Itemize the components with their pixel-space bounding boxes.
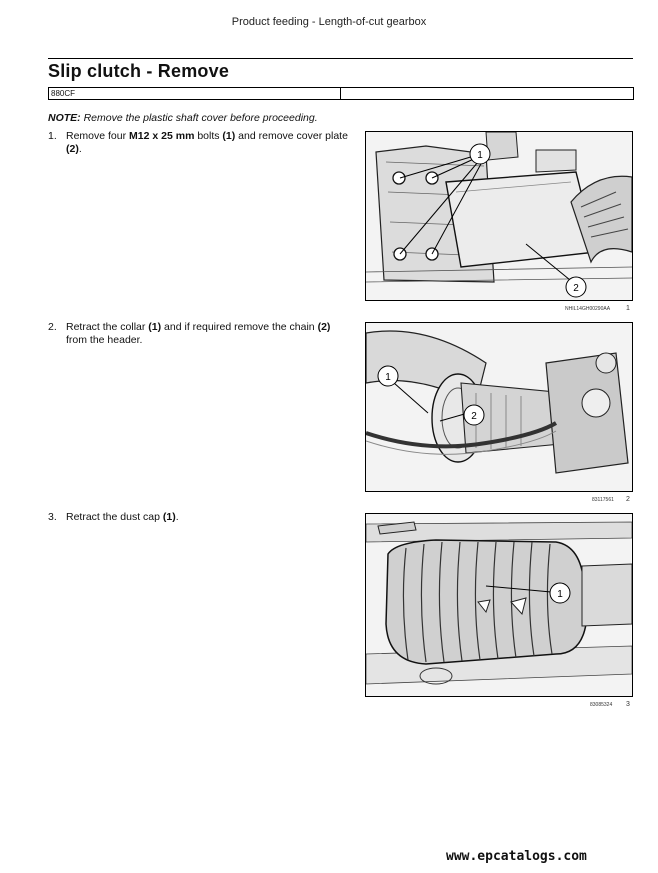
text-run: from the header. — [66, 334, 143, 346]
bold-run: (2) — [66, 143, 79, 155]
text-run: . — [175, 511, 179, 523]
figure-1-gearbox-cover — [365, 131, 633, 301]
model-table — [48, 87, 634, 100]
bold-run: (1) — [222, 130, 236, 142]
figure-1-number: 1 — [626, 305, 630, 312]
text-run: and if required remove the chain — [161, 321, 318, 333]
title-rule — [48, 58, 633, 59]
step-3 — [48, 511, 348, 524]
step-number: 1. — [48, 130, 57, 142]
figure-2-collar-chain — [365, 322, 633, 492]
text-run: and remove cover plate — [235, 130, 348, 142]
figure-3-number: 3 — [626, 701, 630, 708]
bold-run: M12 x 25 mm — [129, 130, 195, 142]
text-run: . — [78, 143, 82, 155]
note-text: Remove the plastic shaft cover before proceeding. — [80, 112, 318, 124]
note — [48, 112, 318, 124]
model-cell-empty — [341, 88, 343, 99]
model-cell: 880CF — [49, 88, 341, 99]
step-number: 2. — [48, 321, 57, 333]
figure-3-dust-cap — [365, 513, 633, 697]
step-2 — [48, 321, 348, 347]
text-run: Remove four — [66, 130, 130, 142]
callout-label: 1 — [477, 150, 483, 161]
footer-url: www.epcatalogs.com — [446, 849, 587, 864]
text-run: Retract the dust cap — [66, 511, 163, 523]
figure-2-caption: 83117561 — [592, 497, 614, 503]
running-header: Product feeding - Length-of-cut gearbox — [231, 16, 427, 28]
bold-run: (1) — [148, 321, 162, 333]
note-label: NOTE: — [48, 112, 81, 124]
bold-run: (2) — [317, 321, 331, 333]
figure-3-caption: 83085324 — [590, 702, 613, 708]
step-text — [66, 511, 179, 524]
callout-label: 1 — [385, 372, 391, 383]
text-run: Retract the collar — [66, 321, 149, 333]
figure-2-number: 2 — [626, 496, 630, 503]
page-title: Slip clutch - Remove — [48, 61, 230, 81]
callout-label: 1 — [557, 589, 563, 600]
text-run: bolts — [194, 130, 223, 142]
callout-label: 2 — [471, 411, 477, 422]
figure-1-caption: NHIL14GH00290AA — [565, 306, 611, 312]
callout-label: 2 — [573, 283, 579, 294]
step-1 — [48, 130, 348, 156]
bold-run: (1) — [162, 511, 176, 523]
step-text — [66, 321, 348, 347]
step-text — [66, 130, 348, 156]
step-number: 3. — [48, 511, 57, 523]
